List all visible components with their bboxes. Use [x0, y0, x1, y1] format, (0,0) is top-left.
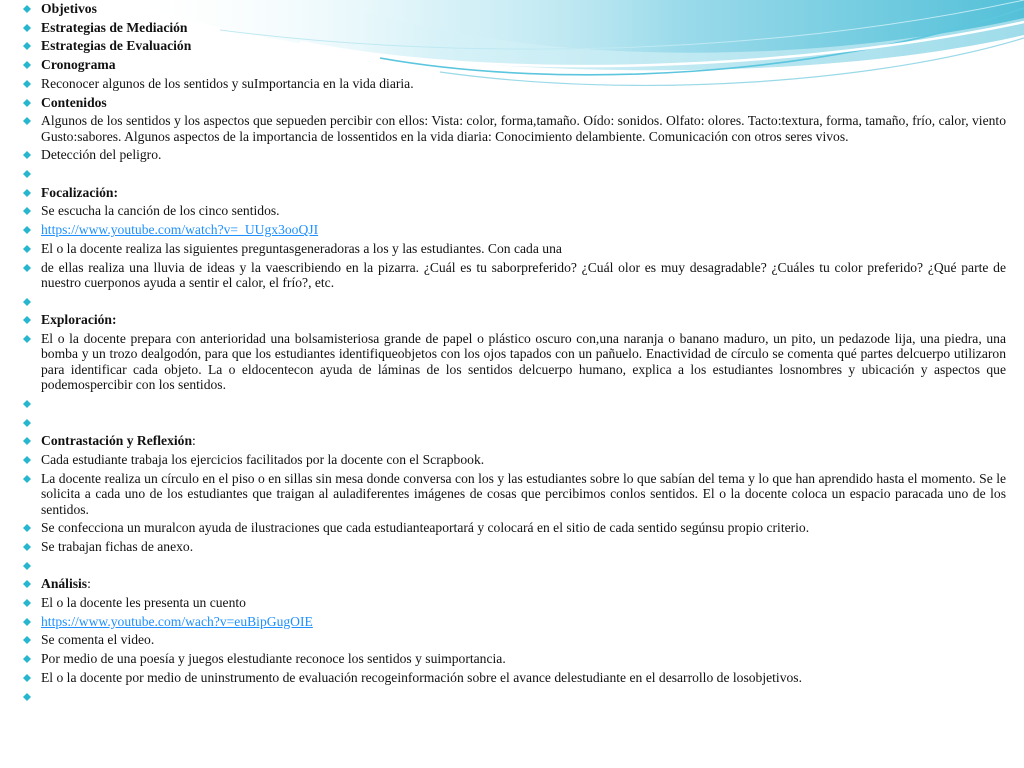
- diamond-bullet-icon: [23, 264, 31, 272]
- list-item: [0, 576, 1024, 591]
- item-text: Contrastación y Reflexión: [41, 433, 193, 449]
- diamond-bullet-icon: [23, 437, 31, 445]
- diamond-bullet-icon: [23, 636, 31, 644]
- item-text: El o la docente por medio de uninstrumento de evaluación recogeinformación sobre el avance delestudiante en el desarrollo de losobjetivos.: [41, 669, 802, 685]
- diamond-bullet-icon: [23, 245, 31, 253]
- diamond-bullet-icon: [23, 599, 31, 607]
- diamond-bullet-icon: [23, 524, 31, 532]
- diamond-bullet-icon: [23, 24, 31, 32]
- video-link[interactable]: https://www.youtube.com/watch?v=_UUgx3ooQJI: [41, 222, 319, 238]
- list-item-link[interactable]: [0, 614, 1024, 629]
- list-item: [0, 166, 1024, 181]
- item-text: Por medio de una poesía y juegos elestudiante reconoce los sentidos y suimportancia.: [41, 651, 506, 667]
- list-item: [0, 20, 1024, 35]
- diamond-bullet-icon: [23, 562, 31, 570]
- list-item: [0, 241, 1024, 256]
- item-text: Análisis: [41, 576, 88, 592]
- list-item: [0, 452, 1024, 467]
- video-link[interactable]: https://www.youtube.com/wach?v=euBipGugOIE: [41, 613, 313, 629]
- item-text: Focalización:: [41, 184, 119, 200]
- list-item: [0, 203, 1024, 218]
- list-item: [0, 396, 1024, 411]
- list-item: [0, 471, 1024, 517]
- diamond-bullet-icon: [23, 226, 31, 234]
- list-item: [0, 415, 1024, 430]
- diamond-bullet-icon: [23, 580, 31, 588]
- diamond-bullet-icon: [23, 419, 31, 427]
- item-text: El o la docente les presenta un cuento: [41, 595, 246, 611]
- diamond-bullet-icon: [23, 189, 31, 197]
- item-text: Se comenta el video.: [41, 632, 155, 648]
- item-text: Cronograma: [41, 57, 116, 73]
- list-item: [0, 595, 1024, 610]
- list-item: [0, 670, 1024, 685]
- item-text: Detección del peligro.: [41, 147, 162, 163]
- list-item: [0, 520, 1024, 535]
- diamond-bullet-icon: [23, 400, 31, 408]
- list-item: [0, 312, 1024, 327]
- list-item: [0, 689, 1024, 704]
- diamond-bullet-icon: [23, 674, 31, 682]
- item-text: Estrategias de Mediación: [41, 19, 188, 35]
- diamond-bullet-icon: [23, 693, 31, 701]
- item-text: La docente realiza un círculo en el piso o en sillas sin mesa donde conversa con los y las estudiantes sobre lo que sabían del tema y lo que han aprendido hasta el momento. Se le solicita a cada uno de los estudiantes que traigan al auladiferentes imágenes de cosas que percibimos conlos sentidos. El o la docente coloca un espacio paracada uno de los sentidos.: [41, 470, 1006, 517]
- diamond-bullet-icon: [23, 61, 31, 69]
- list-item: [0, 260, 1024, 291]
- item-suffix: :: [87, 576, 91, 592]
- item-text: Contenidos: [41, 94, 107, 110]
- item-text: de ellas realiza una lluvia de ideas y la vaescribiendo en la pizarra. ¿Cuál es tu saborpreferido? ¿Cuál olor es muy desagradable? ¿Cuáles tu color preferido? ¿Qué parte de nuestro cuerponos ayuda a sentir el calor, el frío?, etc.: [41, 259, 1006, 290]
- diamond-bullet-icon: [23, 207, 31, 215]
- diamond-bullet-icon: [23, 456, 31, 464]
- diamond-bullet-icon: [23, 618, 31, 626]
- list-item: [0, 95, 1024, 110]
- item-text: Se confecciona un muralcon ayuda de ilustraciones que cada estudianteaportará y colocará en el sitio de cada sentido segúnsu propio criterio.: [41, 520, 810, 536]
- list-item: [0, 539, 1024, 554]
- item-suffix: :: [192, 433, 196, 449]
- item-text: Exploración:: [41, 312, 117, 328]
- list-item: [0, 147, 1024, 162]
- diamond-bullet-icon: [23, 335, 31, 343]
- diamond-bullet-icon: [23, 151, 31, 159]
- diamond-bullet-icon: [23, 80, 31, 88]
- diamond-bullet-icon: [23, 5, 31, 13]
- list-item: [0, 558, 1024, 573]
- item-text: Reconocer algunos de los sentidos y suImportancia en la vida diaria.: [41, 75, 414, 91]
- list-item: [0, 651, 1024, 666]
- list-item-link[interactable]: [0, 222, 1024, 237]
- diamond-bullet-icon: [23, 117, 31, 125]
- list-item: [0, 294, 1024, 309]
- list-item: [0, 113, 1024, 144]
- list-item: [0, 57, 1024, 72]
- list-item: [0, 185, 1024, 200]
- list-item: [0, 76, 1024, 91]
- item-text: Estrategias de Evaluación: [41, 38, 192, 54]
- item-text: El o la docente prepara con anterioridad una bolsamisteriosa grande de papel o plástico oscuro con,una naranja o banano maduro, un pito, un pedazode lija, una piedra, una bomba y un trozo dealgodón, para que los estudiantes identifiqueobjetos con los ojos tapados con un pañuelo. Enactividad de círculo se comenta qué partes delcuerpo utilizaron para identificar cada objeto. La o eldocentecon ayuda de láminas de los sentidos delcuerpo humano, explica a los estudiantes losnombres y ubicación y aspectos que podemospercibir con los sentidos.: [41, 331, 1006, 393]
- diamond-bullet-icon: [23, 475, 31, 483]
- list-item: [0, 38, 1024, 53]
- diamond-bullet-icon: [23, 316, 31, 324]
- list-item: [0, 632, 1024, 647]
- item-text: Algunos de los sentidos y los aspectos que sepueden percibir con ellos: Vista: color, forma,tamaño. Oído: sonidos. Olfato: olores. Tacto:textura, forma, tamaño, frío, calor, viento Gusto:sabores. Algunos aspectos de la importancia de lossentidos en la vida diaria: Conocimiento delambiente. Comunicación con otros seres vivos.: [41, 113, 1006, 144]
- diamond-bullet-icon: [23, 42, 31, 50]
- item-text: Objetivos: [41, 1, 97, 16]
- diamond-bullet-icon: [23, 99, 31, 107]
- content-bullet-list: [0, 1, 1024, 707]
- diamond-bullet-icon: [23, 298, 31, 306]
- item-text: Se escucha la canción de los cinco sentidos.: [41, 203, 280, 219]
- diamond-bullet-icon: [23, 170, 31, 178]
- item-text: Cada estudiante trabaja los ejercicios facilitados por la docente con el Scrapbook.: [41, 452, 485, 468]
- list-item: [0, 1, 1024, 16]
- list-item: [0, 331, 1024, 393]
- diamond-bullet-icon: [23, 543, 31, 551]
- diamond-bullet-icon: [23, 655, 31, 663]
- item-text: Se trabajan fichas de anexo.: [41, 538, 194, 554]
- item-text: El o la docente realiza las siguientes preguntasgeneradoras a los y las estudiantes. Con cada una: [41, 240, 562, 256]
- list-item: [0, 433, 1024, 448]
